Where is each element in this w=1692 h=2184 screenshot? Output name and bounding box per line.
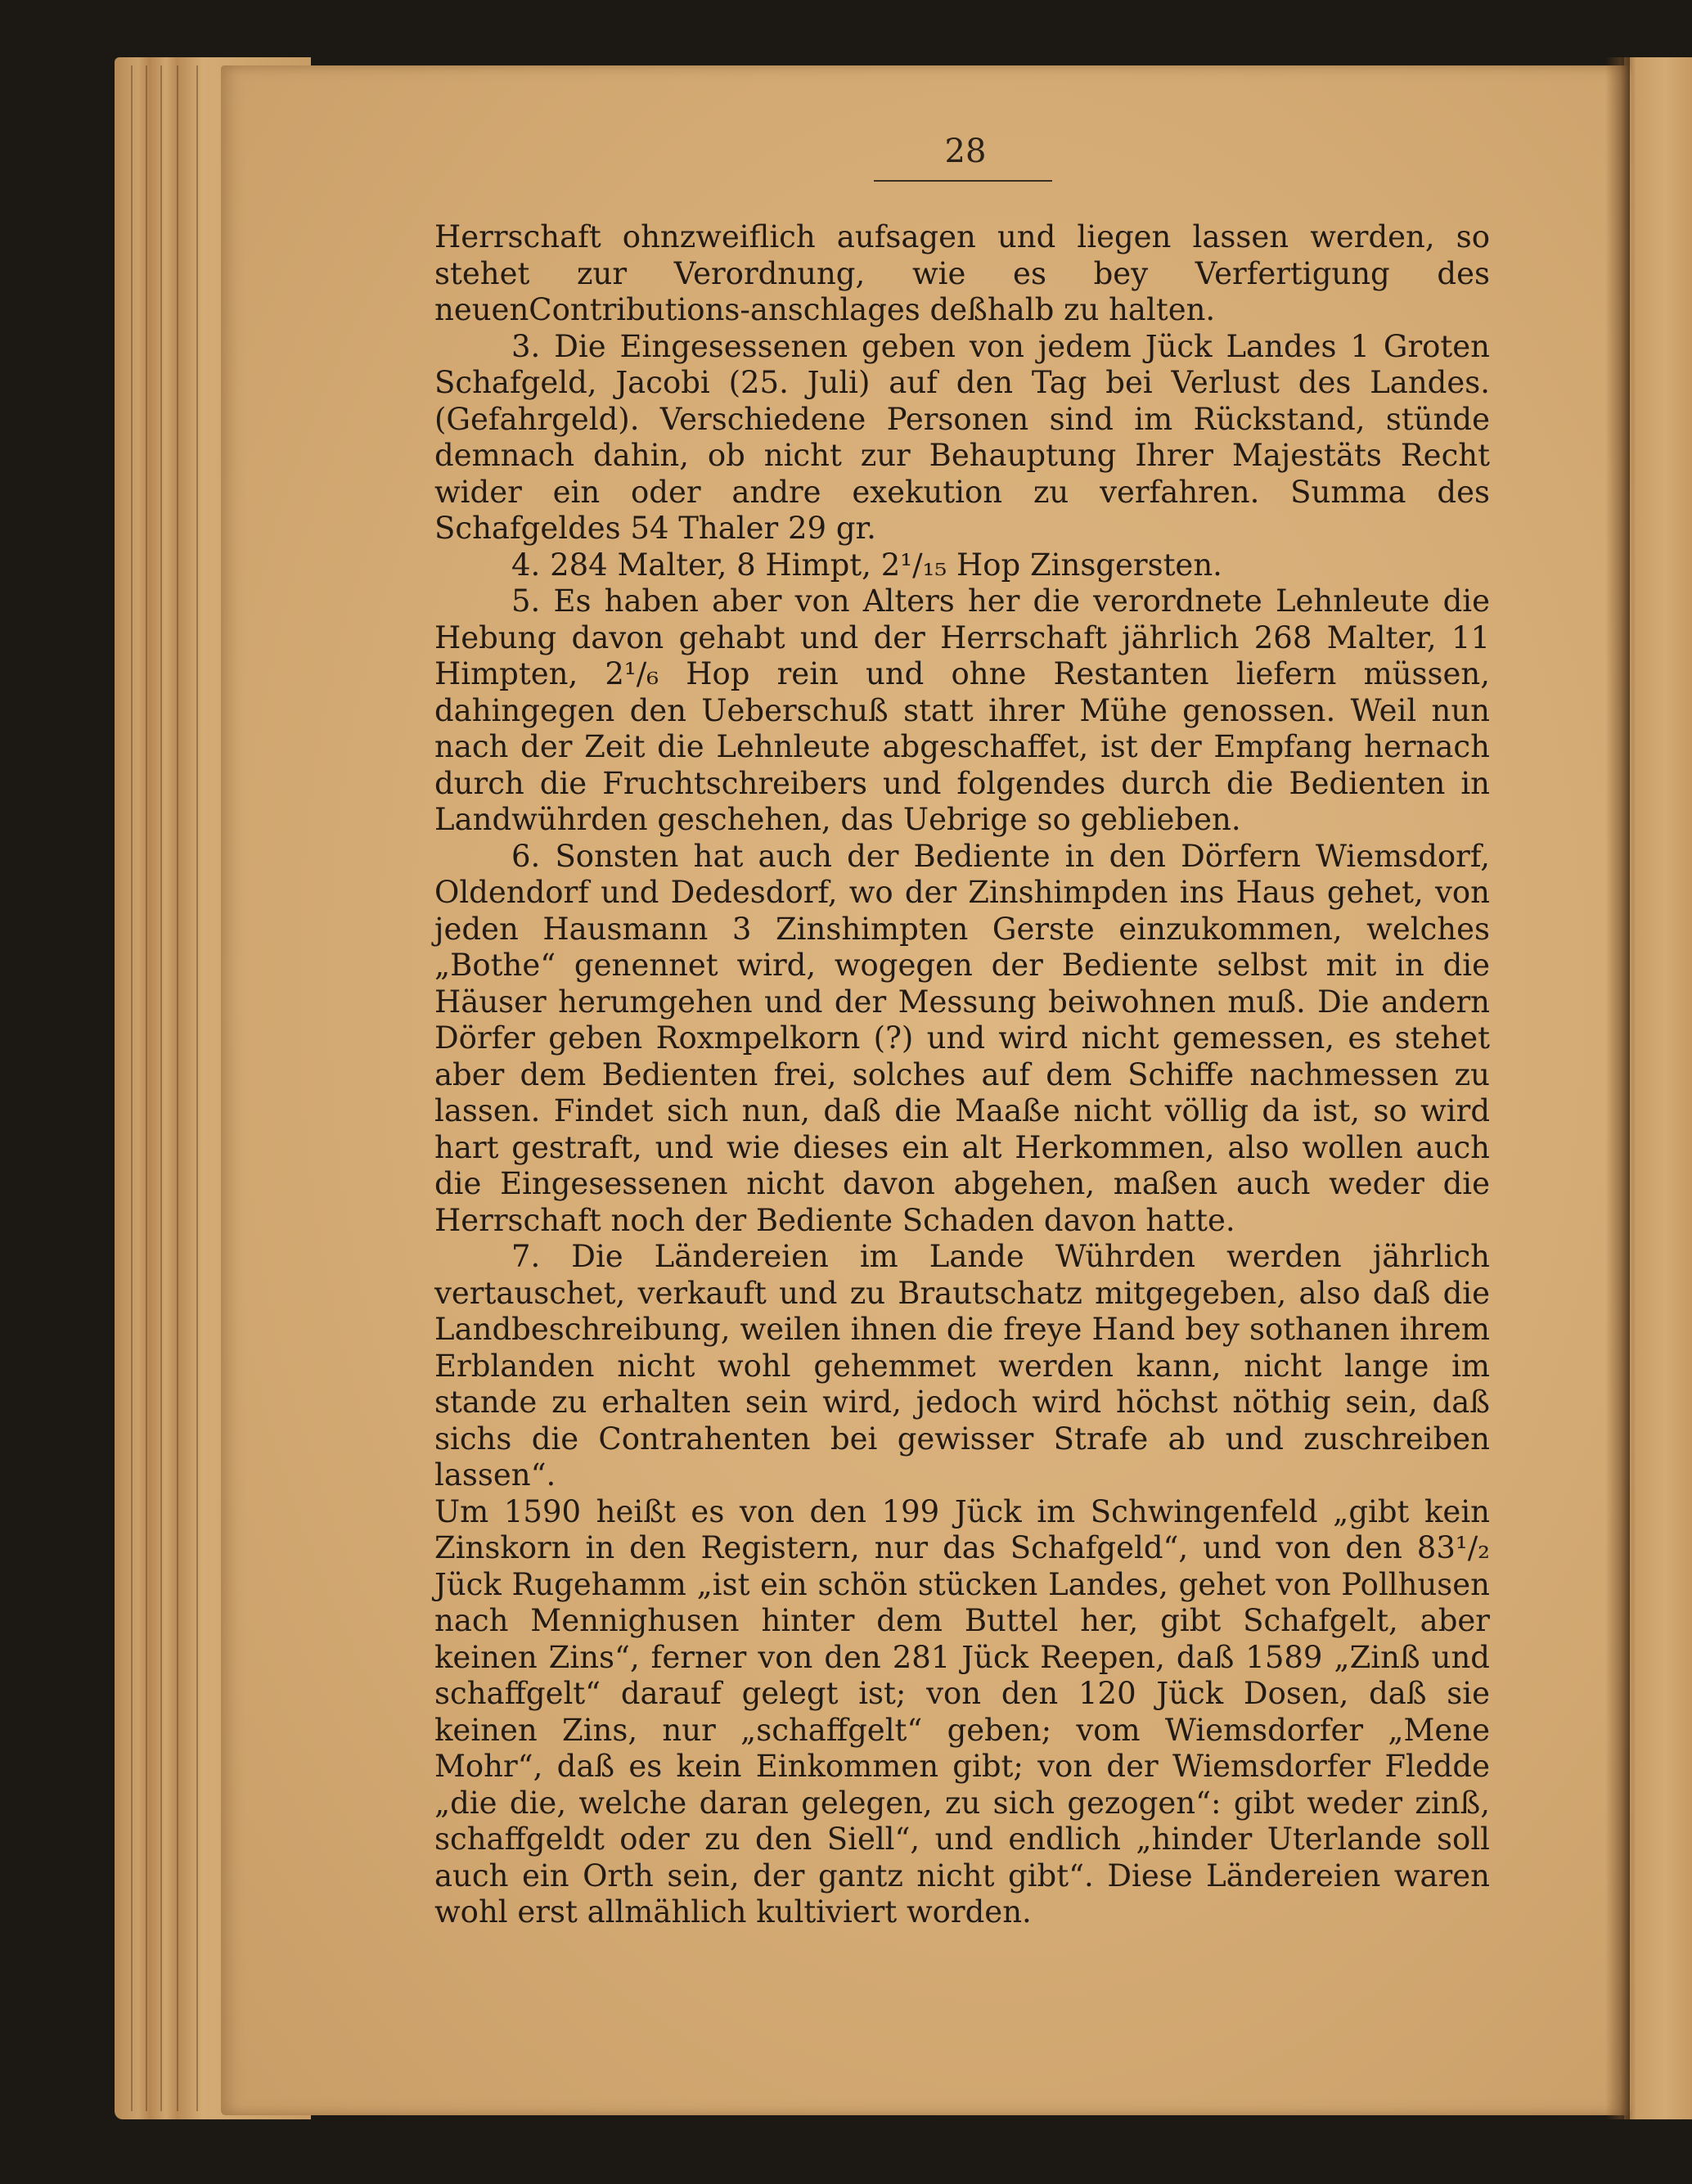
book-gutter-shadow (1605, 57, 1630, 2119)
facing-page-edge (1624, 57, 1692, 2119)
page-number: 28 (944, 133, 987, 170)
page-edge-line (177, 65, 178, 2111)
page-edge-line (146, 65, 147, 2111)
paragraph: 6. Sonsten hat auch der Bediente in den Dörfern Wiemsdorf, Oldendorf und Dedesdorf, wo der Zinshimpden ins Haus gehet, von jeden Hausmann 3 Zinshimpten Gerste einzukommen, welches „Bothe“ genennet wird, wogegen der Bediente selbst mit in die Häuser herumgehen und der Messung beiwohnen muß. Die andern Dörfer geben Roxmpelkorn (?) und wird nicht gemessen, es stehet aber dem Bedienten frei, solches auf dem Schiffe nachmessen zu lassen. Findet sich nun, daß die Maaße nicht völlig da ist, so wird hart gestraft, und wie dieses ein alt Herkommen, also wollen auch die Eingesessenen nicht davon abgehen, maßen auch weder die Herrschaft noch der Bediente Schaden davon hatte. (434, 838, 1490, 1238)
paragraph: Um 1590 heißt es von den 199 Jück im Schwingenfeld „gibt kein Zinskorn in den Registern, nur das Schafgeld“, und von den 83¹/₂ Jück Rugehamm „ist ein schön stücken Landes, gehet von Pollhusen nach Mennighusen hinter dem Buttel her, gibt Schafgelt, aber keinen Zins“, ferner von den 281 Jück Reepen, daß 1589 „Zinß und schaffgelt“ darauf gelegt ist; von den 120 Jück Dosen, daß sie keinen Zins, nur „schaffgelt“ geben; vom Wiemsdorfer „Mene Mohr“, daß es kein Einkommen gibt; von der Wiemsdorfer Fledde „die die, welche daran gelegen, zu sich gezogen“: gibt weder zinß, schaffgeldt oder zu den Siell“, und endlich „hinder Uterlande soll auch ein Orth sein, der gantz nicht gibt“. Diese Ländereien waren wohl erst allmählich kultiviert worden. (434, 1493, 1490, 1930)
paragraph: 4. 284 Malter, 8 Himpt, 2¹/₁₅ Hop Zinsgersten. (511, 547, 1222, 583)
paragraph: Herrschaft ohnzweiflich aufsagen und liegen lassen werden, so stehet zur Verordnung, wie es bey Verfertigung des neuenContributions-anschlages deßhalb zu halten. (434, 219, 1490, 327)
paragraph: 7. Die Ländereien im Lande Wührden werden jährlich vertauschet, verkauft und zu Brautschatz mitgegeben, also daß die Landbeschreibung, weilen ihnen die freye Hand bey sothanen ihrem Erblanden nicht wohl gehemmet werden kann, nicht lange im stande zu erhalten sein wird, jedoch wird höchst nöthig sein, daß sichs die Contrahenten bei gewisser Strafe ab und zuschreiben lassen“. (434, 1239, 1490, 1493)
paragraph: 5. Es haben aber von Alters her die verordnete Lehnleute die Hebung davon gehabt und der Herrschaft jährlich 268 Malter, 11 Himpten, 2¹/₆ Hop rein und ohne Restanten liefern müssen, dahingegen den Ueberschuß statt ihrer Mühe genossen. Weil nun nach der Zeit die Lehnleute abgeschaffet, ist der Empfang hernach durch die Fruchtschreibers und folgendes durch die Bedienten in Landwührden geschehen, das Uebrige so geblieben. (434, 583, 1490, 837)
paragraph: 3. Die Eingesessenen geben von jedem Jück Landes 1 Groten Schafgeld, Jacobi (25. Juli) auf den Tag bei Verlust des Landes. (Gefahrgeld). Verschiedene Personen sind im Rückstand, stünde demnach dahin, ob nicht zur Behauptung Ihrer Majestäts Recht wider ein oder andre exekution zu verfahren. Summa des Schafgeldes 54 Thaler 29 gr. (434, 328, 1490, 546)
body-text (434, 219, 1490, 1931)
page-edge-line (160, 65, 162, 2111)
page-edge-line (196, 65, 198, 2111)
page-edge-line (131, 65, 133, 2111)
header-rule (874, 180, 1052, 182)
